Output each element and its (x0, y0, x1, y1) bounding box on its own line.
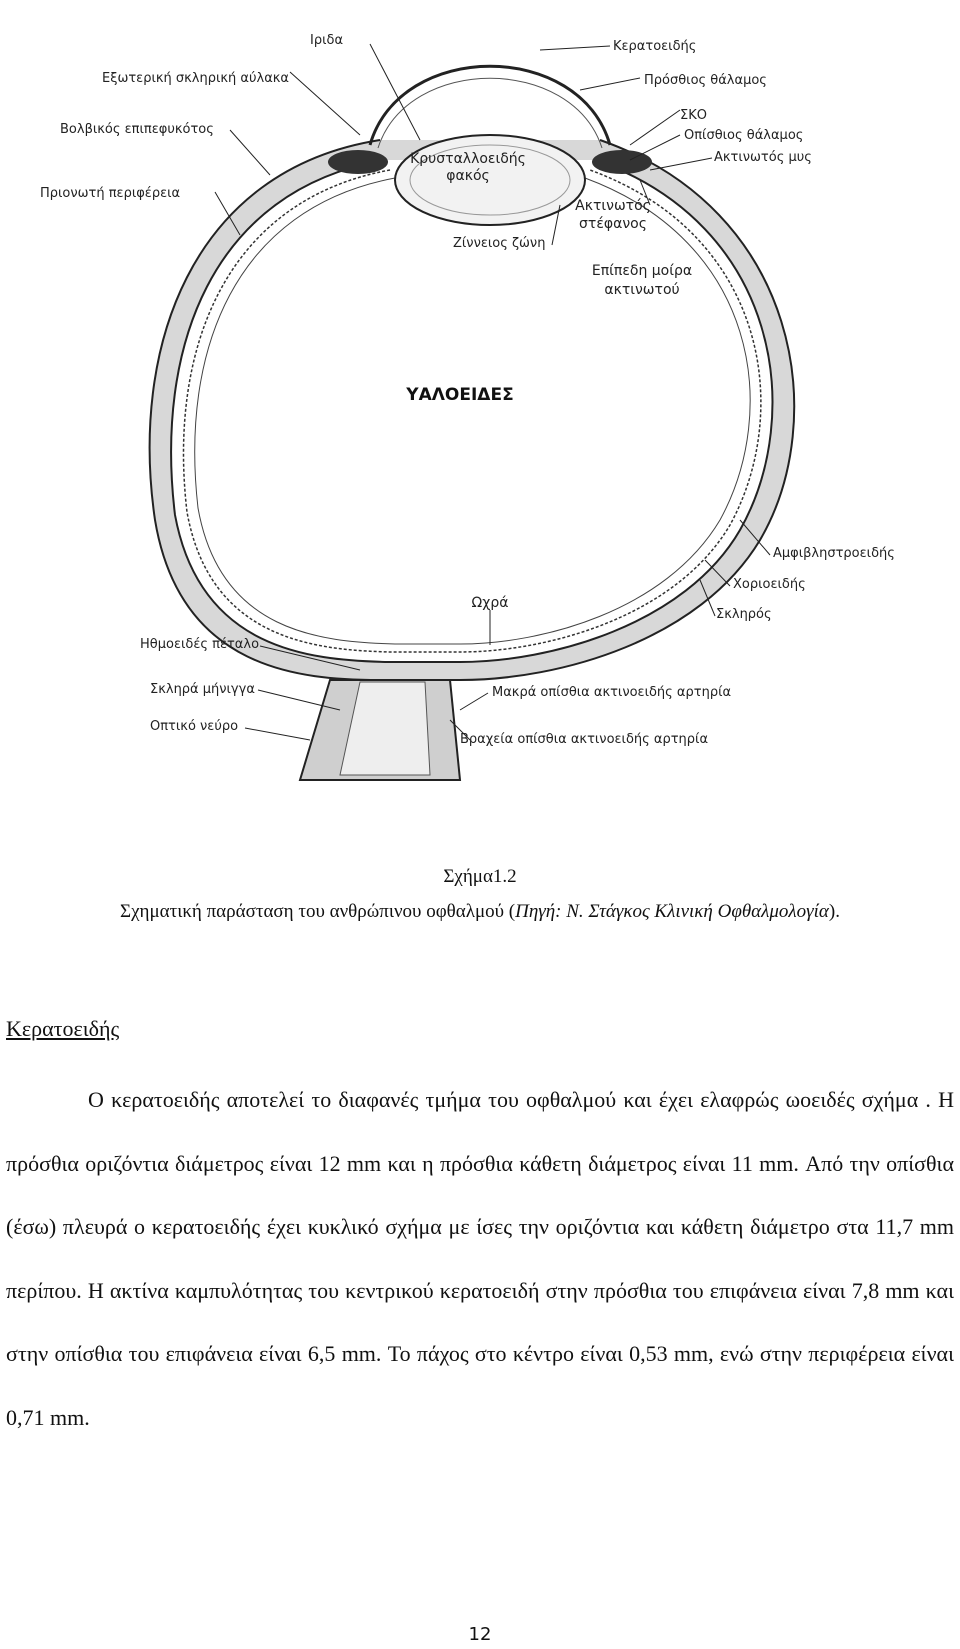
body-paragraph: Ο κερατοειδής αποτελεί το διαφανές τμήμα του οφθαλμού και έχει ελαφρώς ωοειδές σχήμα . Η πρόσθια οριζόντια διάμετρος είναι 12 mm και η πρόσθια κάθετη διάμετρος είναι 11 mm. Από την οπίσθια (έσω) πλευρά ο κερατοειδής έχει κυκλικό σχήμα με ίσες την οριζόντια και κάθετη διάμετρο στα 11,7 mm περίπου. Η ακτίνα καμπυλότητας του κεντρικού κερατοειδή στην πρόσθια του επιφάνεια είναι 7,8 mm και στην οπίσθια του επιφάνεια είναι 6,5 mm. Το πάχος στο κέντρο είναι 0,53 mm, ενώ στην περιφέρεια είναι 0,71 mm. (6, 1087, 954, 1430)
caption-text-end: ). (828, 901, 840, 922)
eye-diagram-svg (40, 20, 920, 820)
label-ciliary-crown-line2: στέφανος (579, 216, 647, 232)
label-vitreous: ΥΑΛΟΕΙΔΕΣ (406, 385, 514, 405)
label-macula: Ωχρά (471, 595, 509, 611)
label-lens-line1: Κρυσταλλοειδής (410, 151, 526, 167)
label-outer-scleral-sulcus: Εξωτερική σκληρική αύλακα (102, 71, 289, 86)
label-choroid: Χοριοειδής (733, 577, 806, 592)
label-ora-serrata: Πριονωτή περιφέρεια (40, 186, 181, 201)
eye-diagram (40, 20, 920, 820)
label-ciliary-crown-line1: Ακτινωτός (575, 198, 651, 214)
label-ciliary-muscle: Ακτινωτός μυς (714, 150, 812, 165)
label-short-artery: Βραχεία οπίσθια ακτινοειδής αρτηρία (460, 732, 709, 747)
label-anterior-chamber: Πρόσθιος θάλαμος (644, 73, 767, 88)
label-optic-nerve: Οπτικό νεύρο (150, 719, 239, 734)
label-long-artery: Μακρά οπίσθια ακτινοειδής αρτηρία (492, 685, 732, 700)
figure-caption-number: Σχήμα1.2 (443, 866, 517, 887)
label-pars-plana-line1: Επίπεδη μοίρα (591, 263, 693, 279)
figure-caption-text (0, 901, 960, 923)
label-sclera: Σκληρός (716, 607, 772, 622)
label-zonule: Ζίννειος ζώνη (453, 236, 546, 251)
label-lens-line2: φακός (446, 168, 490, 184)
caption-source: Πηγή: Ν. Στάγκος Κλινική Οφθαλμολογία (515, 901, 829, 922)
label-posterior-chamber: Οπίσθιος θάλαμος (684, 128, 804, 143)
iris-left (328, 150, 388, 174)
label-retina: Αμφιβληστροειδής (773, 546, 895, 561)
label-pars-plana-line2: ακτινωτού (604, 282, 680, 298)
lens-shape (395, 135, 585, 225)
label-sko: ΣΚΟ (680, 108, 707, 123)
caption-text-plain: Σχηματική παράσταση του ανθρώπινου οφθαλμού ( (120, 901, 516, 922)
label-dura: Σκληρά μήνιγγα (150, 682, 255, 697)
label-bulbar-conjunctiva: Βολβικός επιπεφυκότος (60, 122, 214, 137)
label-iris: Ιριδα (310, 33, 344, 48)
section-title: Κερατοειδής (6, 1016, 120, 1041)
label-lamina-cribrosa: Ηθμοειδές πέταλο (140, 637, 260, 652)
label-cornea: Κερατοειδής (613, 39, 697, 54)
page-number: 12 (468, 1624, 492, 1645)
